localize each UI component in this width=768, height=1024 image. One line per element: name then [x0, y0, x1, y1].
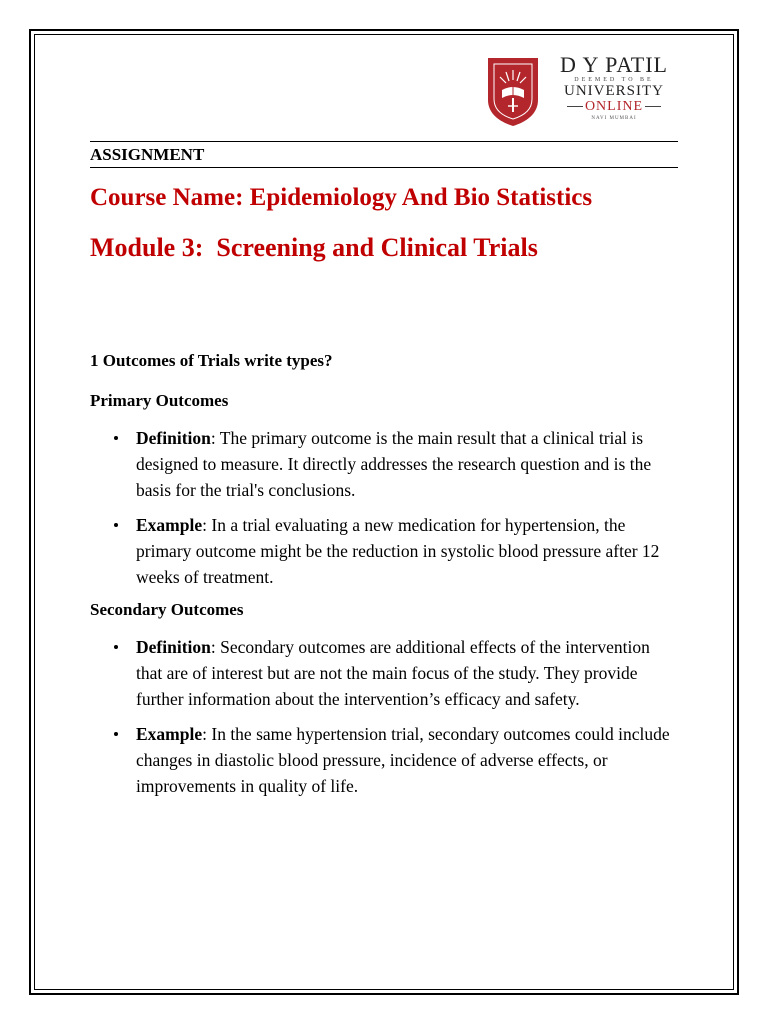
university-shield-icon	[486, 56, 540, 128]
bullet-description: : Secondary outcomes are additional effects of the intervention that are of interest but are not the main focus of the study. They provide further information about the intervention’s efficacy and safety.	[136, 637, 650, 709]
module-title: Module 3: Screening and Clinical Trials	[90, 233, 538, 262]
bullet-term: Definition	[136, 637, 211, 657]
primary-outcomes-heading: Primary Outcomes	[90, 391, 229, 410]
bullet-description: : In the same hypertension trial, secondary outcomes could include changes in diastolic blood pressure, incidence of adverse effects, or improvements in quality of life.	[136, 724, 670, 796]
university-logo	[478, 52, 678, 136]
question-heading: 1 Outcomes of Trials write types?	[90, 351, 333, 370]
primary-outcomes-list	[112, 425, 672, 590]
course-title: Course Name: Epidemiology And Bio Statistics	[90, 184, 593, 211]
bullet-icon	[114, 732, 118, 736]
bullet-icon	[114, 645, 118, 649]
header-rule-top	[90, 141, 678, 142]
bullet-term: Example	[136, 724, 203, 744]
bullet-icon	[114, 436, 118, 440]
logo-university: UNIVERSITY	[564, 83, 664, 99]
list-item	[112, 721, 672, 799]
list-item	[112, 512, 672, 590]
bullet-description: : In a trial evaluating a new medication for hypertension, the primary outcome might be the reduction in systolic blood pressure after 12 weeks of treatment.	[136, 515, 660, 587]
bullet-icon	[114, 523, 118, 527]
logo-online	[552, 99, 676, 115]
logo-deemed: DEEMED TO BE	[574, 77, 654, 83]
logo-name: D Y PATIL	[559, 52, 668, 77]
list-item	[112, 425, 672, 503]
list-item	[112, 634, 672, 712]
logo-online-label: ONLINE	[584, 99, 644, 114]
secondary-outcomes-heading: Secondary Outcomes	[90, 600, 244, 619]
logo-location: NAVI MUMBAI	[591, 116, 637, 121]
bullet-term: Definition	[136, 428, 211, 448]
header-rule-bottom	[90, 167, 678, 168]
secondary-outcomes-list	[112, 634, 672, 799]
assignment-label: ASSIGNMENT	[90, 145, 205, 164]
bullet-term: Example	[136, 515, 203, 535]
bullet-description: : The primary outcome is the main result that a clinical trial is designed to measure. It directly addresses the research question and is the basis for the trial's conclusions.	[136, 428, 652, 500]
